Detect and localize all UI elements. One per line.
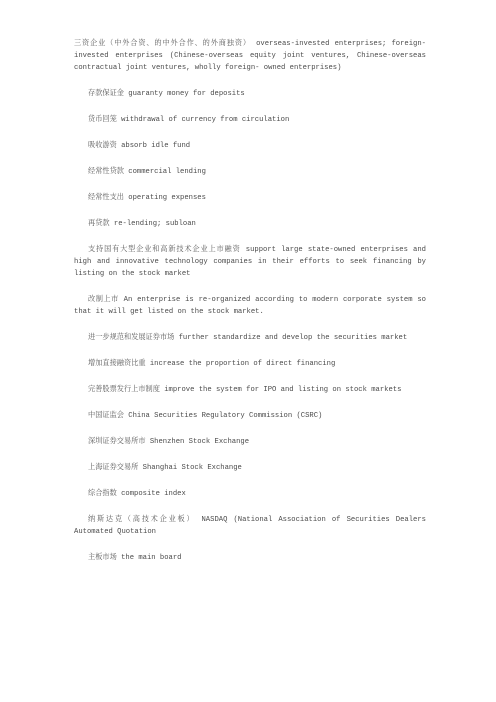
entry-english-term: NASDAQ (National Association of Securities Dealers Automated Quotation <box>74 516 426 536</box>
entry-chinese-term: 支持国有大型企业和高新技术企业上市融资 <box>88 244 241 253</box>
glossary-entry <box>74 87 426 100</box>
entry-english-term: Shanghai Stock Exchange <box>138 464 242 472</box>
entry-chinese-term: 再贷款 <box>88 218 110 227</box>
glossary-entry <box>74 551 426 564</box>
entry-english-term: the main board <box>116 554 182 562</box>
entry-english-term: further standardize and develop the securities market <box>174 334 408 342</box>
entry-chinese-term: 主板市场 <box>88 552 117 561</box>
glossary-entry <box>74 383 426 396</box>
entry-english-term: support large state-owned enterprises and high and innovative technology companies in their efforts to seek financing by listing on the stock market <box>74 246 426 278</box>
entry-chinese-term: 货币回笼 <box>88 114 117 123</box>
entry-english-term: absorb idle fund <box>116 142 191 150</box>
glossary-entry <box>74 139 426 152</box>
entry-english-term: commercial lending <box>123 168 206 176</box>
entry-english-term: Shenzhen Stock Exchange <box>145 438 250 446</box>
entry-chinese-term: 进一步规范和发展证券市场 <box>88 332 175 341</box>
glossary-entry <box>74 487 426 500</box>
glossary-entry <box>74 461 426 474</box>
glossary-entry <box>74 293 426 318</box>
entry-chinese-term: 改制上市 <box>88 294 119 303</box>
glossary-entry <box>74 243 426 280</box>
entry-english-term: An enterprise is re-organized according to modern corporate system so that it will get listed on the stock market. <box>74 296 426 316</box>
glossary-entry <box>74 37 426 74</box>
entry-english-term: overseas-invested enterprises; foreign-invested enterprises (Chinese-overseas equity joint ventures, Chinese-overseas contractual joint ventures, wholly foreign- owned enterprises) <box>74 40 426 72</box>
glossary-entry <box>74 191 426 204</box>
entry-english-term: composite index <box>116 490 186 498</box>
glossary-entry <box>74 113 426 126</box>
entry-english-term: guaranty money for deposits <box>123 90 245 98</box>
entry-english-term: improve the system for IPO and listing on stock markets <box>159 386 402 394</box>
glossary-entry <box>74 357 426 370</box>
entry-english-term: increase the proportion of direct financing <box>145 360 336 368</box>
entry-chinese-term: 中国证监会 <box>88 410 124 419</box>
entry-chinese-term: 存款保证金 <box>88 88 124 97</box>
entry-english-term: China Securities Regulatory Commission (CSRC) <box>123 412 323 420</box>
entry-chinese-term: 增加直接融资比重 <box>88 358 146 367</box>
entry-chinese-term: 经常性贷款 <box>88 166 124 175</box>
glossary-entry <box>74 331 426 344</box>
entry-english-term: withdrawal of currency from circulation <box>116 116 290 124</box>
glossary-entry <box>74 513 426 538</box>
entry-english-term: operating expenses <box>123 194 206 202</box>
glossary-entry <box>74 409 426 422</box>
glossary-list <box>74 37 426 564</box>
entry-chinese-term: 纳斯达克（高技术企业板） <box>88 514 196 523</box>
entry-chinese-term: 三资企业（中外合资、的中外合作、的外商独资） <box>74 38 251 47</box>
entry-english-term: re-lending; subloan <box>109 220 196 228</box>
glossary-entry <box>74 435 426 448</box>
entry-chinese-term: 上海证券交易所 <box>88 462 139 471</box>
entry-chinese-term: 综合指数 <box>88 488 117 497</box>
entry-chinese-term: 经常性支出 <box>88 192 124 201</box>
glossary-entry <box>74 217 426 230</box>
entry-chinese-term: 完善股票发行上市制度 <box>88 384 160 393</box>
entry-chinese-term: 深圳证券交易所市 <box>88 436 146 445</box>
entry-chinese-term: 吸收游资 <box>88 140 117 149</box>
glossary-entry <box>74 165 426 178</box>
